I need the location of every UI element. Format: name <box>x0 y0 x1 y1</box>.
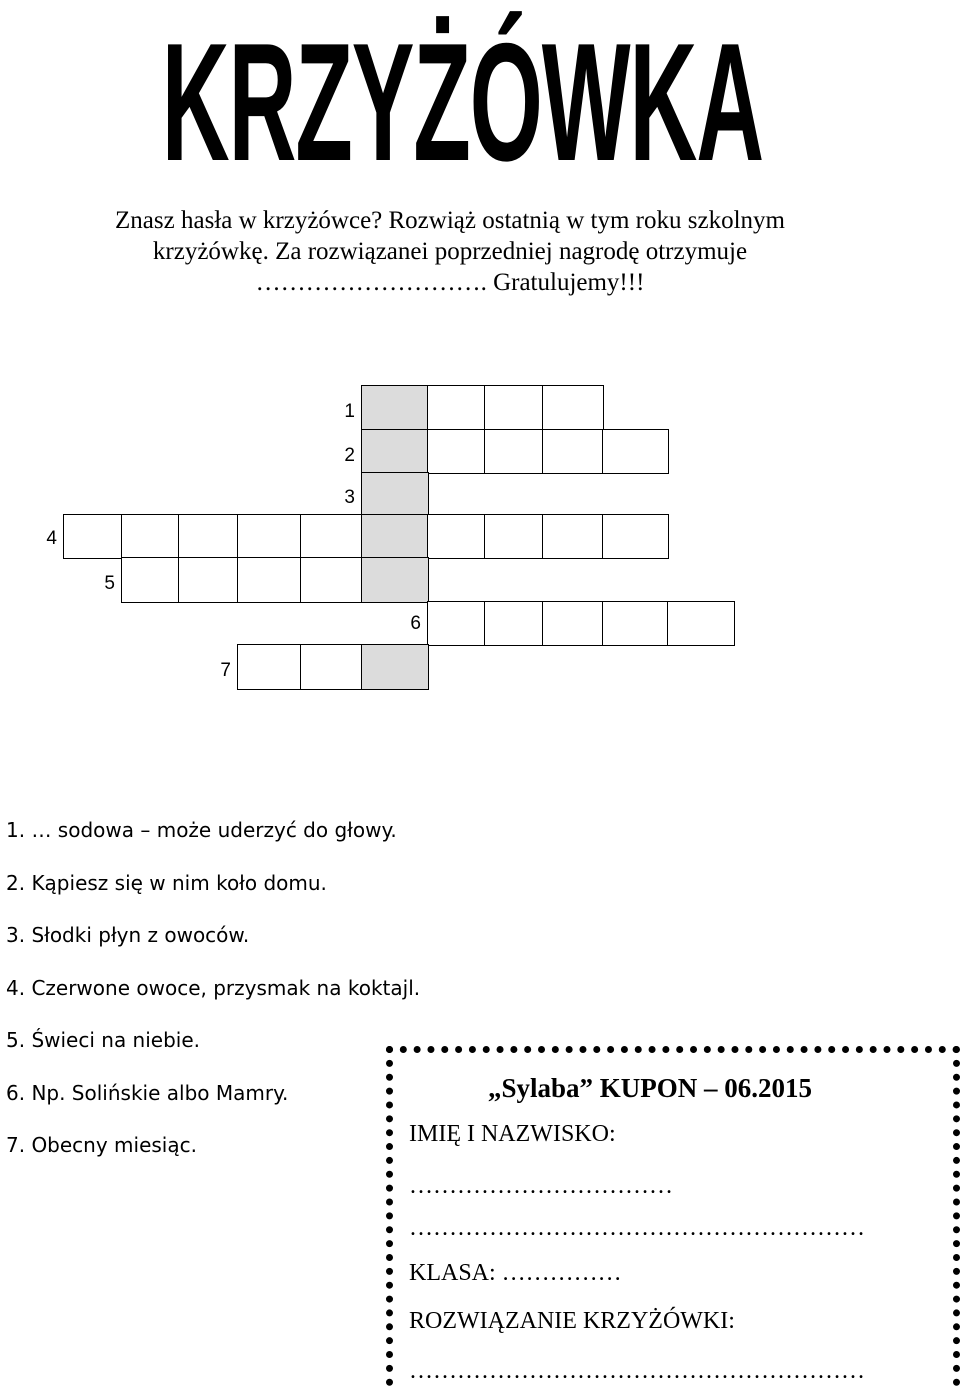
row-number: 1 <box>344 401 355 422</box>
coupon-box <box>386 1046 960 1386</box>
page-title: KRZYŻÓWKA <box>161 8 764 196</box>
crossword-cell[interactable] <box>484 601 544 646</box>
crossword-cell[interactable] <box>300 514 363 559</box>
crossword-cell[interactable] <box>542 429 604 474</box>
solution-label: ROZWIĄZANIE KRZYŻÓWKI: <box>409 1308 735 1334</box>
solution-cell[interactable] <box>361 385 429 431</box>
crossword-cell[interactable] <box>427 429 486 474</box>
class-field[interactable]: KLASA: …………… <box>409 1260 622 1286</box>
crossword-cell[interactable] <box>484 429 544 474</box>
crossword-cell[interactable] <box>542 385 604 431</box>
name-field[interactable]: …………………………… <box>409 1173 673 1199</box>
clue-list <box>6 815 420 1183</box>
clue-item: 5. Świeci na niebie. <box>6 1028 201 1052</box>
solution-field[interactable]: ………………………………………………… <box>409 1358 865 1384</box>
solution-cell[interactable] <box>361 557 429 603</box>
solution-cell[interactable] <box>361 644 429 690</box>
row-number: 4 <box>46 528 57 549</box>
crossword-cell[interactable] <box>602 514 669 559</box>
name-label: IMIĘ I NAZWISKO: <box>409 1121 616 1147</box>
intro-line-3: ………………………. Gratulujemy!!! <box>255 269 645 296</box>
crossword-cell[interactable] <box>178 557 239 603</box>
crossword-cell[interactable] <box>484 514 544 559</box>
clue-item: 7. Obecny miesiąc. <box>6 1133 197 1157</box>
crossword-cell[interactable] <box>63 514 123 559</box>
clue-item: 4. Czerwone owoce, przysmak na koktajl. <box>6 975 421 1000</box>
row-number: 2 <box>344 445 355 466</box>
crossword-cell[interactable] <box>237 557 302 603</box>
row-number: 5 <box>104 573 115 594</box>
name-field-continued[interactable]: ………………………………………………… <box>409 1215 865 1241</box>
crossword-cell[interactable] <box>667 601 735 646</box>
intro-line-1: Znasz hasła w krzyżówce? Rozwiąż ostatnią w tym roku szkolnym <box>115 207 785 234</box>
solution-cell[interactable] <box>361 472 429 516</box>
clue-item: 1. … sodowa – może uderzyć do głowy. <box>6 818 397 842</box>
crossword-cell[interactable] <box>178 514 239 559</box>
crossword-cell[interactable] <box>121 514 180 559</box>
row-number: 7 <box>220 660 231 681</box>
intro-text <box>40 205 860 298</box>
crossword-cell[interactable] <box>484 385 544 431</box>
crossword-cell[interactable] <box>237 644 302 690</box>
clue-item: 3. Słodki płyn z owoców. <box>6 923 250 947</box>
row-number: 3 <box>344 487 355 508</box>
crossword-cell[interactable] <box>602 429 669 474</box>
crossword-cell[interactable] <box>542 514 604 559</box>
crossword-cell[interactable] <box>427 514 486 559</box>
crossword-cell[interactable] <box>300 557 363 603</box>
clue-item: 6. Np. Solińskie albo Mamry. <box>6 1080 289 1105</box>
solution-cell[interactable] <box>361 514 429 559</box>
crossword-cell[interactable] <box>427 385 486 431</box>
clue-item: 2. Kąpiesz się w nim koło domu. <box>6 870 327 895</box>
crossword-cell[interactable] <box>237 514 302 559</box>
crossword-cell[interactable] <box>427 601 486 646</box>
crossword-cell[interactable] <box>542 601 604 646</box>
crossword-cell[interactable] <box>602 601 669 646</box>
crossword-cell[interactable] <box>300 644 363 690</box>
crossword-cell[interactable] <box>121 557 180 603</box>
row-number: 6 <box>410 613 421 634</box>
coupon-title: „Sylaba” KUPON – 06.2015 <box>488 1073 813 1103</box>
intro-line-2: krzyżówkę. Za rozwiązanei poprzedniej nagrodę otrzymuje <box>152 238 748 265</box>
solution-cell[interactable] <box>361 429 429 474</box>
